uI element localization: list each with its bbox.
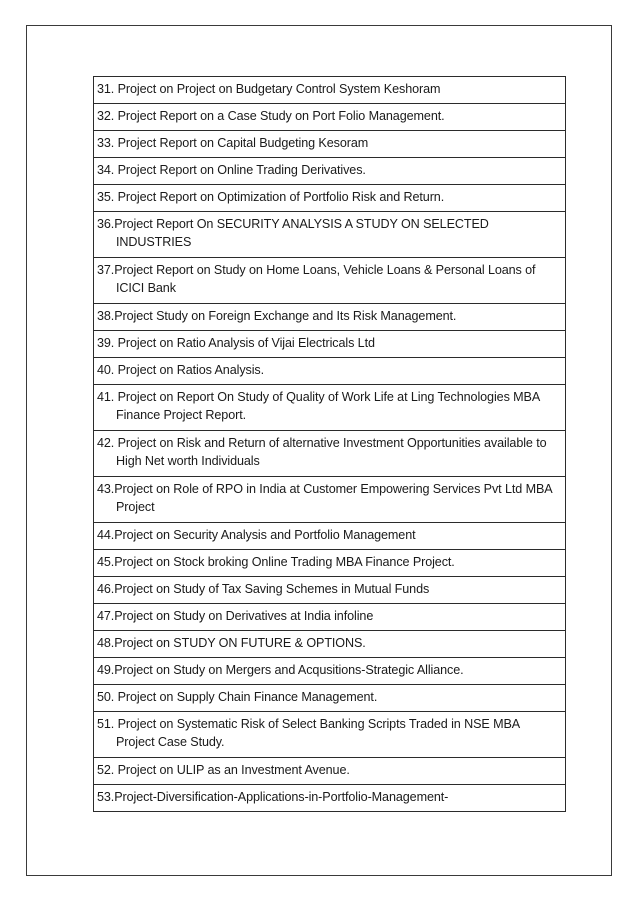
project-entry: 39. Project on Ratio Analysis of Vijai Electricals Ltd bbox=[97, 336, 375, 350]
project-entry: 43.Project on Role of RPO in India at Customer Empowering Services Pvt Ltd MBA Project bbox=[97, 482, 552, 514]
table-row bbox=[94, 658, 566, 685]
table-row bbox=[94, 712, 566, 758]
table-cell bbox=[94, 304, 566, 331]
table-cell bbox=[94, 385, 566, 431]
table-cell bbox=[94, 631, 566, 658]
table-row bbox=[94, 523, 566, 550]
project-entry: 53.Project-Diversification-Applications-in-Portfolio-Management- bbox=[97, 790, 449, 804]
table-row bbox=[94, 604, 566, 631]
table-cell bbox=[94, 712, 566, 758]
table-row bbox=[94, 550, 566, 577]
table-row bbox=[94, 304, 566, 331]
table-cell bbox=[94, 785, 566, 812]
table-row bbox=[94, 258, 566, 304]
table-cell bbox=[94, 258, 566, 304]
table-row bbox=[94, 431, 566, 477]
table-row bbox=[94, 185, 566, 212]
project-entry: 42. Project on Risk and Return of alternative Investment Opportunities available to High Net worth Individuals bbox=[97, 436, 547, 468]
table-cell bbox=[94, 658, 566, 685]
table-cell bbox=[94, 550, 566, 577]
table-row bbox=[94, 631, 566, 658]
table-cell bbox=[94, 477, 566, 523]
project-entry: 46.Project on Study of Tax Saving Schemes in Mutual Funds bbox=[97, 582, 430, 596]
table-row bbox=[94, 212, 566, 258]
project-entry: 33. Project Report on Capital Budgeting Kesoram bbox=[97, 136, 369, 150]
project-entry: 37.Project Report on Study on Home Loans, Vehicle Loans & Personal Loans of ICICI Bank bbox=[97, 263, 536, 295]
project-list-table bbox=[93, 76, 566, 812]
project-entry: 50. Project on Supply Chain Finance Management. bbox=[97, 690, 378, 704]
table-cell bbox=[94, 77, 566, 104]
table-row bbox=[94, 104, 566, 131]
project-entry: 52. Project on ULIP as an Investment Avenue. bbox=[97, 763, 350, 777]
table-row bbox=[94, 577, 566, 604]
table-cell bbox=[94, 185, 566, 212]
table-row bbox=[94, 331, 566, 358]
project-entry: 35. Project Report on Optimization of Portfolio Risk and Return. bbox=[97, 190, 445, 204]
project-entry: 34. Project Report on Online Trading Derivatives. bbox=[97, 163, 366, 177]
table-row bbox=[94, 131, 566, 158]
project-entry: 40. Project on Ratios Analysis. bbox=[97, 363, 265, 377]
table-row bbox=[94, 385, 566, 431]
project-entry: 47.Project on Study on Derivatives at India infoline bbox=[97, 609, 374, 623]
project-entry: 36.Project Report On SECURITY ANALYSIS A STUDY ON SELECTED INDUSTRIES bbox=[97, 217, 489, 249]
table-cell bbox=[94, 331, 566, 358]
table-cell bbox=[94, 431, 566, 477]
table-row bbox=[94, 758, 566, 785]
table-cell bbox=[94, 577, 566, 604]
project-entry: 48.Project on STUDY ON FUTURE & OPTIONS. bbox=[97, 636, 366, 650]
table-cell bbox=[94, 523, 566, 550]
project-entry: 49.Project on Study on Mergers and Acqusitions-Strategic Alliance. bbox=[97, 663, 464, 677]
table-cell bbox=[94, 212, 566, 258]
table-cell bbox=[94, 758, 566, 785]
table-cell bbox=[94, 358, 566, 385]
table-row bbox=[94, 685, 566, 712]
project-entry: 44.Project on Security Analysis and Portfolio Management bbox=[97, 528, 416, 542]
table-cell bbox=[94, 604, 566, 631]
project-entry: 31. Project on Project on Budgetary Control System Keshoram bbox=[97, 82, 441, 96]
table-row bbox=[94, 358, 566, 385]
table-cell bbox=[94, 131, 566, 158]
project-entry: 51. Project on Systematic Risk of Select Banking Scripts Traded in NSE MBA Project Case Study. bbox=[97, 717, 520, 749]
table-cell bbox=[94, 685, 566, 712]
table-row bbox=[94, 158, 566, 185]
project-entry: 41. Project on Report On Study of Quality of Work Life at Ling Technologies MBA Finance Project Report. bbox=[97, 390, 540, 422]
table-cell bbox=[94, 104, 566, 131]
table-row bbox=[94, 477, 566, 523]
table-row bbox=[94, 785, 566, 812]
project-entry: 32. Project Report on a Case Study on Port Folio Management. bbox=[97, 109, 445, 123]
project-entry: 45.Project on Stock broking Online Trading MBA Finance Project. bbox=[97, 555, 455, 569]
table-cell bbox=[94, 158, 566, 185]
project-entry: 38.Project Study on Foreign Exchange and Its Risk Management. bbox=[97, 309, 457, 323]
table-row bbox=[94, 77, 566, 104]
